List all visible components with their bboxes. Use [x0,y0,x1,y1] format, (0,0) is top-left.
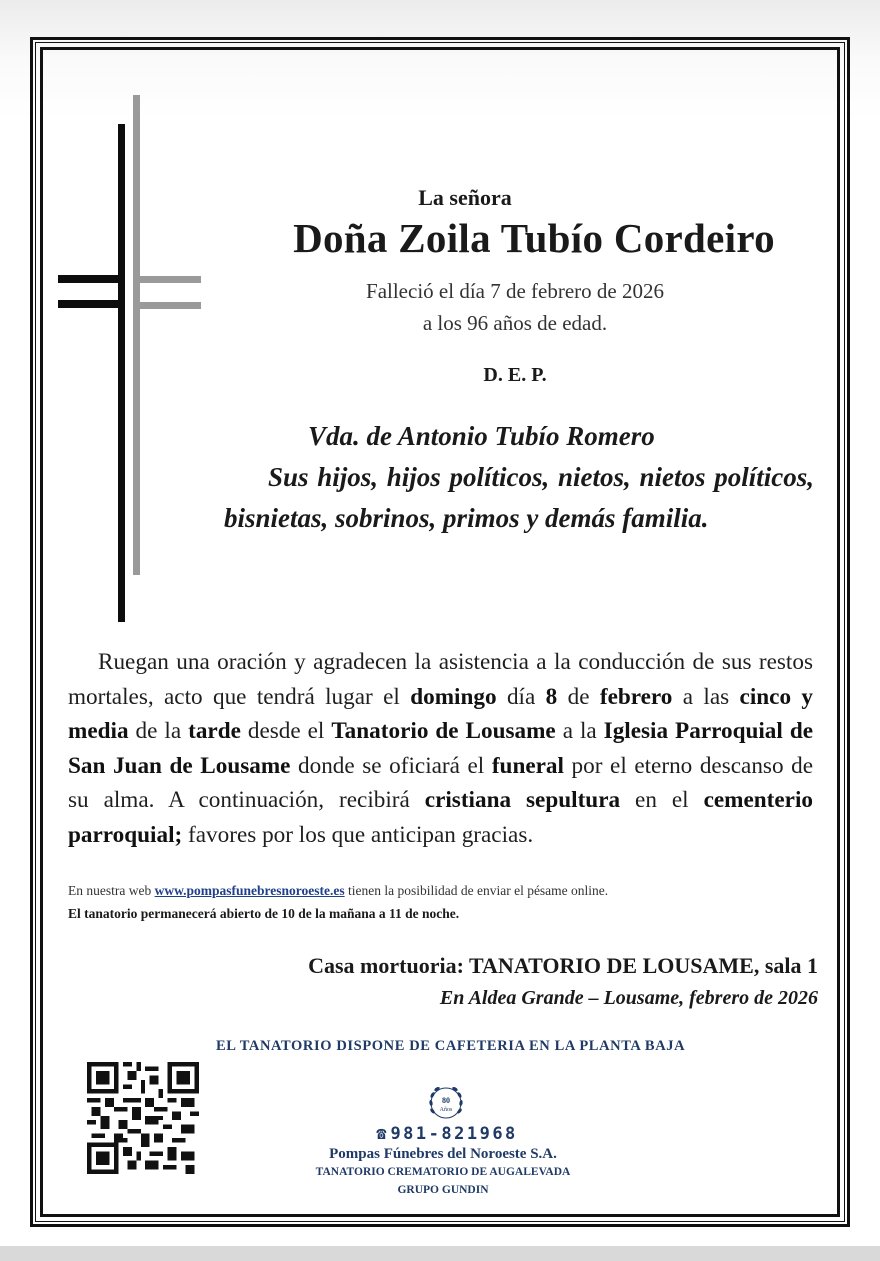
website-link[interactable]: www.pompasfunebresnoroeste.es [154,883,345,898]
body-text: en el [620,787,704,814]
body-text: favores por los que anticipan gracias. [182,821,534,848]
age-at-death: a los 96 años de edad. [422,311,608,335]
body-text: a las [672,683,740,710]
body-text: día [496,683,546,710]
death-date: Falleció el día 7 de febrero de 2026 [366,279,664,303]
body-bold: Iglesia Parroquial de San Juan de Lousame [68,718,814,779]
body-bold: 8 [545,683,558,710]
online-condolence-note [68,883,608,899]
family-block [224,416,814,539]
place-date: En Aldea Grande – Lousame, febrero de 2026 [439,987,818,1009]
relatives-line: Sus hijos, hijos políticos, nietos, nietos políticos, bisnietas, sobrinos, primos y demás familia. [224,462,814,533]
company-group: GRUPO GUNDIN [397,1184,489,1196]
qr-code-icon [87,1062,199,1174]
deceased-name: Doña Zoila Tubío Cordeiro [293,215,775,261]
company-subtitle-crematorium: TANATORIO CREMATORIO DE AUGALEVADA [315,1166,571,1178]
body-text: de [557,683,600,710]
cross-horizontal-black-top [58,275,125,283]
funeral-home-room: Casa mortuoria: TANATORIO DE LOUSAME, sala 1 [308,953,818,978]
ceremony-paragraph [68,645,813,853]
body-bold: tarde [188,718,241,745]
cross-horizontal-gray-top [133,276,201,283]
badge-word: Años [439,1107,453,1113]
badge-number: 80 [442,1096,450,1105]
telephone-icon: ☎ [376,1124,387,1144]
opening-hours-note: El tanatorio permanecerá abierto de 10 de la mañana a 11 de noche. [68,906,460,921]
body-text: desde el [240,718,332,745]
phone-line [367,1124,527,1144]
anniversary-laurel-icon [425,1082,467,1124]
widow-line: Vda. de Antonio Tubío Romero [308,421,655,451]
body-bold: funeral [491,752,564,779]
cross-horizontal-black-bottom [58,300,125,308]
body-text: Ruegan una oración y agradecen la asistencia a la conducción de sus restos mortales, acto que tendrá lugar el [68,649,813,710]
body-text: de la [128,718,189,745]
dep-label: D. E. P. [483,364,547,386]
cross-vertical-gray [133,95,140,575]
body-bold: febrero [599,683,673,710]
body-bold: cementerio parroquial; [68,787,813,848]
body-text: a la [555,718,604,745]
note-text: En nuestra web [68,883,155,898]
body-bold: cristiana sepultura [424,787,621,814]
company-name: Pompas Fúnebres del Noroeste S.A. [329,1146,557,1162]
body-text: por el eterno descanso de su alma. A continuación, recibirá [68,752,813,814]
body-bold: Tanatorio de Lousame [331,718,556,745]
phone-number: 981-821968 [390,1124,518,1144]
note-text: tienen la posibilidad de enviar el pésame online. [344,883,609,898]
cafeteria-note: EL TANATORIO DISPONE DE CAFETERIA EN LA PLANTA BAJA [216,1038,686,1054]
cross-vertical-black [118,124,125,622]
honorific-title: La señora [418,185,512,210]
body-bold: cinco y media [68,683,814,745]
body-bold: domingo [410,683,497,710]
cross-horizontal-gray-bottom [133,302,201,309]
page-bottom-bar [0,1246,880,1261]
body-text: donde se oficiará el [290,752,492,779]
